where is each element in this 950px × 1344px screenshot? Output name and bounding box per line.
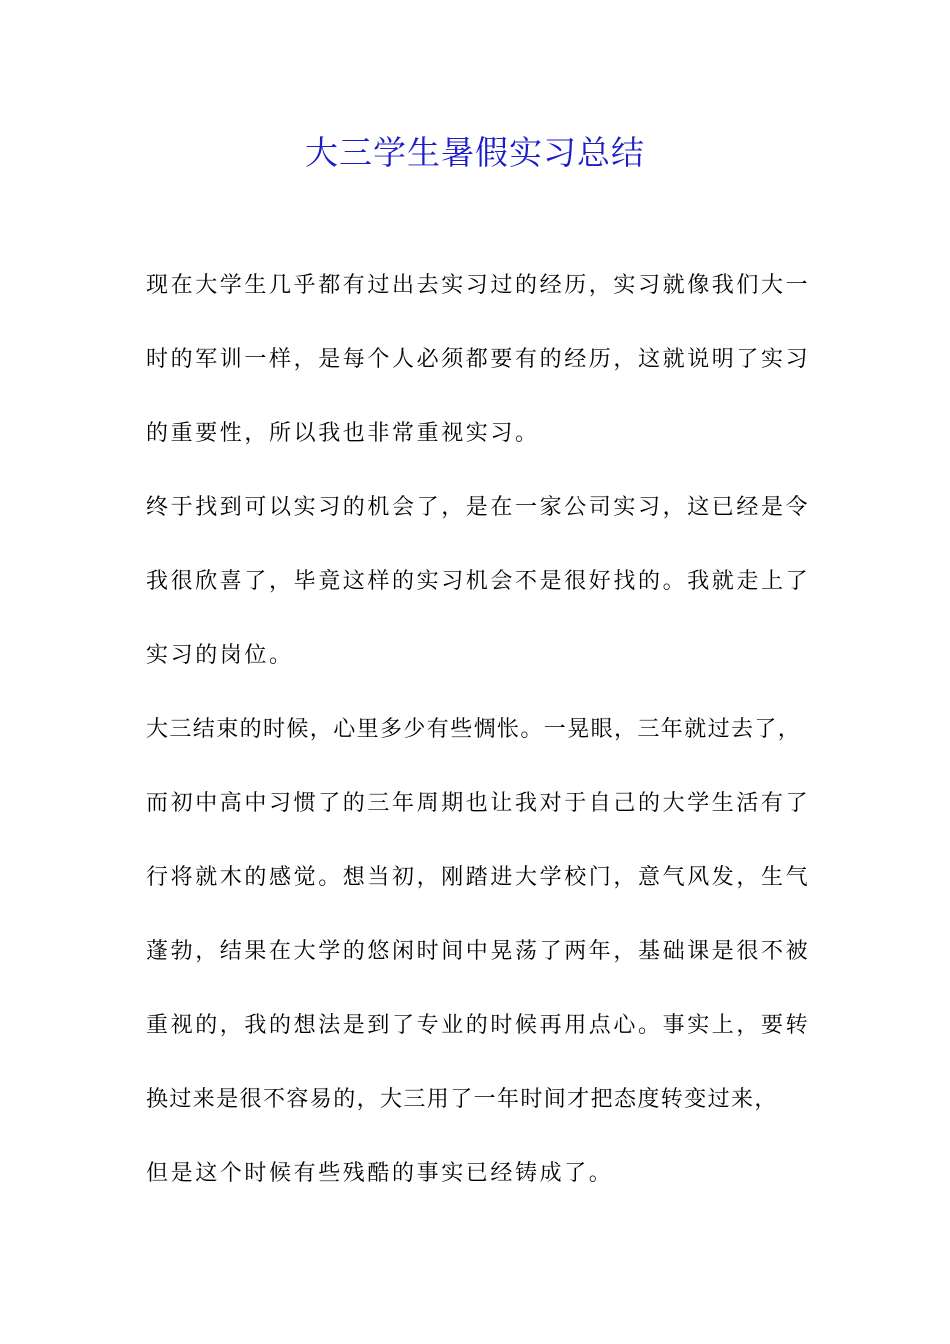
paragraph-line: 终于找到可以实习的机会了，是在一家公司实习，这已经是令 bbox=[146, 495, 811, 520]
paragraph-line: 实习的岗位。 bbox=[146, 643, 294, 668]
paragraph-line: 而初中高中习惯了的三年周期也让我对于自己的大学生活有了 bbox=[146, 791, 811, 816]
paragraph-line: 但是这个时候有些残酷的事实已经铸成了。 bbox=[146, 1161, 614, 1186]
paragraph-line: 重视的，我的想法是到了专业的时候再用点心。事实上，要转 bbox=[146, 1013, 811, 1038]
paragraph-line: 时的军训一样，是每个人必须都要有的经历，这就说明了实习 bbox=[146, 347, 811, 372]
document-title: 大三学生暑假实习总结 bbox=[305, 133, 645, 172]
paragraph-line: 大三结束的时候，心里多少有些惆怅。一晃眼，三年就过去了， bbox=[146, 717, 802, 742]
paragraph-line: 换过来是很不容易的，大三用了一年时间才把态度转变过来， bbox=[146, 1087, 778, 1112]
paragraph-3 bbox=[146, 706, 836, 1224]
document-body bbox=[146, 262, 836, 1224]
paragraph-line: 行将就木的感觉。想当初，刚踏进大学校门，意气风发，生气 bbox=[146, 865, 811, 890]
paragraph-1 bbox=[146, 262, 836, 484]
paragraph-line: 现在大学生几乎都有过出去实习过的经历，实习就像我们大一 bbox=[146, 273, 811, 298]
paragraph-line: 的重要性，所以我也非常重视实习。 bbox=[146, 421, 540, 446]
paragraph-2 bbox=[146, 484, 836, 706]
paragraph-line: 我很欣喜了，毕竟这样的实习机会不是很好找的。我就走上了 bbox=[146, 569, 811, 594]
paragraph-line: 蓬勃，结果在大学的悠闲时间中晃荡了两年，基础课是很不被 bbox=[146, 939, 811, 964]
